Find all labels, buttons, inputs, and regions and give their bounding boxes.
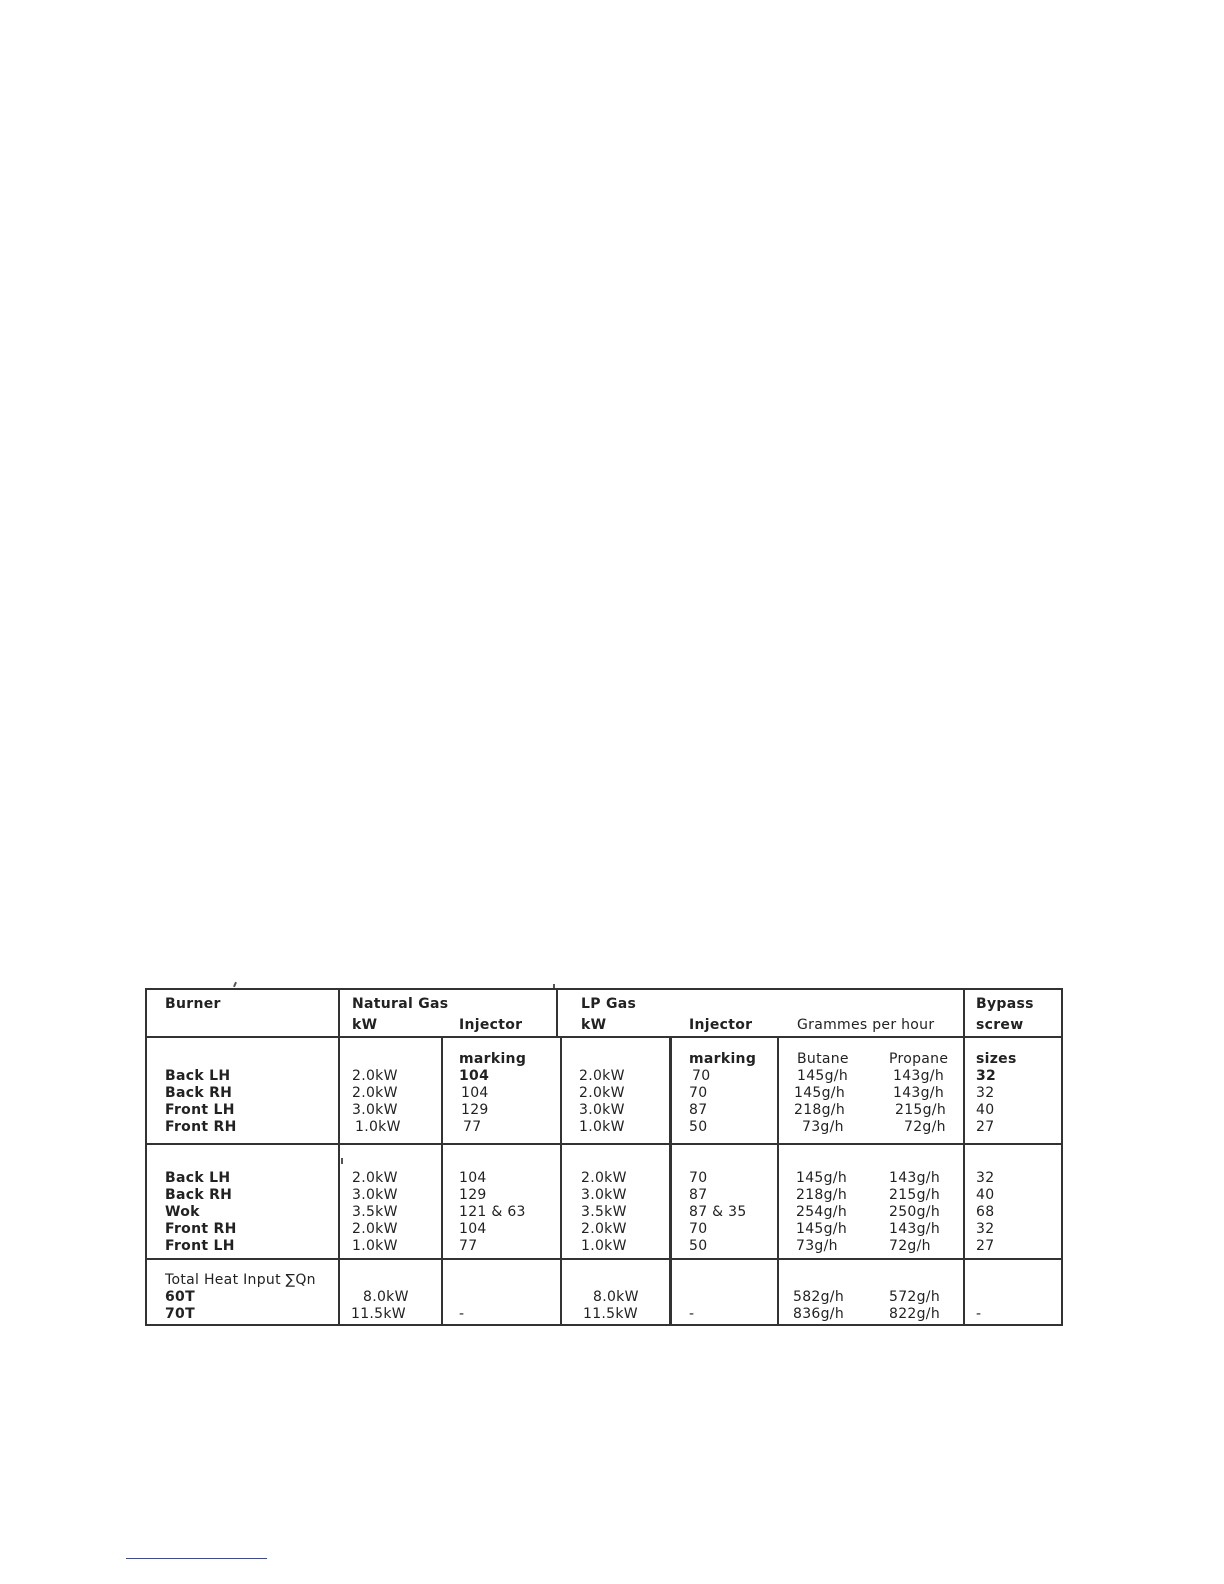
table-cell: 50 (689, 1238, 708, 1254)
table-cell: 145g/h (794, 1085, 845, 1101)
table-cell: 11.5kW (583, 1306, 638, 1322)
row-divider (147, 1143, 1061, 1145)
header-screw: screw (976, 1017, 1024, 1033)
col-divider (560, 1037, 562, 1326)
table-cell: 70 (692, 1068, 711, 1084)
gas-specification-table (145, 988, 1063, 1326)
table-cell: 50 (689, 1119, 708, 1135)
table-row-burner: Front LH (165, 1102, 235, 1118)
model-60t: 60T (165, 1289, 195, 1305)
header-ng-kw: kW (352, 1017, 378, 1033)
table-cell: 68 (976, 1204, 995, 1220)
table-cell: - (976, 1306, 982, 1322)
table-cell: 121 & 63 (459, 1204, 526, 1220)
table-cell: 143g/h (893, 1068, 944, 1084)
table-row-burner: Back RH (165, 1085, 233, 1101)
table-cell: 129 (459, 1187, 487, 1203)
table-cell: 104 (459, 1068, 490, 1084)
table-cell: 572g/h (889, 1289, 940, 1305)
subheader-butane: Butane (797, 1051, 849, 1067)
table-cell: 72g/h (889, 1238, 931, 1254)
table-cell: 104 (461, 1085, 489, 1101)
table-cell: 145g/h (796, 1221, 847, 1237)
table-cell: 70 (689, 1085, 708, 1101)
subheader-propane: Propane (889, 1051, 949, 1067)
subheader-sizes: sizes (976, 1051, 1017, 1067)
table-row-burner: Back LH (165, 1170, 231, 1186)
table-cell: 143g/h (889, 1221, 940, 1237)
header-lp-kw: kW (581, 1017, 607, 1033)
table-cell: 87 (689, 1187, 708, 1203)
subheader-lp-marking: marking (689, 1051, 757, 1067)
table-cell: 1.0kW (352, 1238, 398, 1254)
table-cell: 129 (461, 1102, 489, 1118)
table-cell: 218g/h (794, 1102, 845, 1118)
table-row-burner: Front RH (165, 1119, 237, 1135)
table-cell: 2.0kW (579, 1085, 625, 1101)
header-burner: Burner (165, 996, 221, 1012)
table-cell: 218g/h (796, 1187, 847, 1203)
table-cell: - (689, 1306, 695, 1322)
table-cell: 145g/h (797, 1068, 848, 1084)
table-cell: 582g/h (793, 1289, 844, 1305)
col-divider (441, 1037, 443, 1326)
table-cell: 215g/h (895, 1102, 946, 1118)
col-divider (963, 990, 965, 1326)
table-cell: 2.0kW (352, 1170, 398, 1186)
table-cell: 72g/h (904, 1119, 946, 1135)
table-cell: 77 (459, 1238, 478, 1254)
total-heat-input-label: Total Heat Input ∑Qn (165, 1272, 316, 1288)
header-bypass: Bypass (976, 996, 1034, 1012)
table-cell: 2.0kW (352, 1085, 398, 1101)
table-cell: 8.0kW (593, 1289, 639, 1305)
table-row-burner: Front LH (165, 1238, 235, 1254)
table-cell: 3.5kW (352, 1204, 398, 1220)
table-row-burner: Back RH (165, 1187, 233, 1203)
row-divider (147, 1258, 1061, 1260)
subheader-ng-marking: marking (459, 1051, 527, 1067)
table-cell: 70 (689, 1221, 708, 1237)
header-grammes: Grammes per hour (797, 1017, 935, 1033)
table-cell: 32 (976, 1170, 995, 1186)
header-ng-injector: Injector (459, 1017, 523, 1033)
table-cell: 11.5kW (351, 1306, 406, 1322)
table-cell: 836g/h (793, 1306, 844, 1322)
table-cell: 70 (689, 1170, 708, 1186)
table-cell: 254g/h (796, 1204, 847, 1220)
table-cell: 3.0kW (581, 1187, 627, 1203)
table-row-burner: Back LH (165, 1068, 231, 1084)
table-cell: 1.0kW (355, 1119, 401, 1135)
table-cell: 143g/h (889, 1170, 940, 1186)
table-cell: - (459, 1306, 465, 1322)
table-cell: 3.0kW (352, 1187, 398, 1203)
table-cell: 32 (976, 1068, 997, 1084)
table-cell: 27 (976, 1119, 995, 1135)
table-cell: 3.0kW (352, 1102, 398, 1118)
table-cell: 73g/h (796, 1238, 838, 1254)
table-cell: 2.0kW (579, 1068, 625, 1084)
table-cell: 250g/h (889, 1204, 940, 1220)
header-lp-injector: Injector (689, 1017, 753, 1033)
table-cell: 3.5kW (581, 1204, 627, 1220)
header-lp-gas: LP Gas (581, 996, 637, 1012)
table-cell: 73g/h (802, 1119, 844, 1135)
table-cell: 104 (459, 1221, 487, 1237)
col-divider (556, 990, 558, 1037)
stray-mark (233, 982, 237, 987)
table-cell: 87 (689, 1102, 708, 1118)
model-70t: 70T (165, 1306, 195, 1322)
table-cell: 104 (459, 1170, 487, 1186)
table-cell: 8.0kW (363, 1289, 409, 1305)
col-divider (338, 990, 340, 1326)
table-row-burner: Front RH (165, 1221, 237, 1237)
table-cell: 27 (976, 1238, 995, 1254)
table-cell: 2.0kW (581, 1170, 627, 1186)
table-cell: 1.0kW (579, 1119, 625, 1135)
table-cell: 145g/h (796, 1170, 847, 1186)
table-cell: 40 (976, 1102, 995, 1118)
table-cell: 40 (976, 1187, 995, 1203)
table-cell: 2.0kW (581, 1221, 627, 1237)
table-cell: 1.0kW (581, 1238, 627, 1254)
table-cell: 32 (976, 1085, 995, 1101)
table-cell: 3.0kW (579, 1102, 625, 1118)
col-divider (777, 1037, 779, 1326)
header-natural-gas: Natural Gas (352, 996, 449, 1012)
table-cell: 77 (463, 1119, 482, 1135)
table-cell: 822g/h (889, 1306, 940, 1322)
footnote-separator (126, 1558, 267, 1559)
col-divider (669, 1037, 672, 1326)
stray-mark (341, 1158, 343, 1164)
table-cell: 215g/h (889, 1187, 940, 1203)
table-row-burner: Wok (165, 1204, 200, 1220)
table-cell: 32 (976, 1221, 995, 1237)
table-cell: 143g/h (893, 1085, 944, 1101)
table-cell: 2.0kW (352, 1221, 398, 1237)
row-divider (147, 1036, 1061, 1038)
table-cell: 87 & 35 (689, 1204, 747, 1220)
table-cell: 2.0kW (352, 1068, 398, 1084)
